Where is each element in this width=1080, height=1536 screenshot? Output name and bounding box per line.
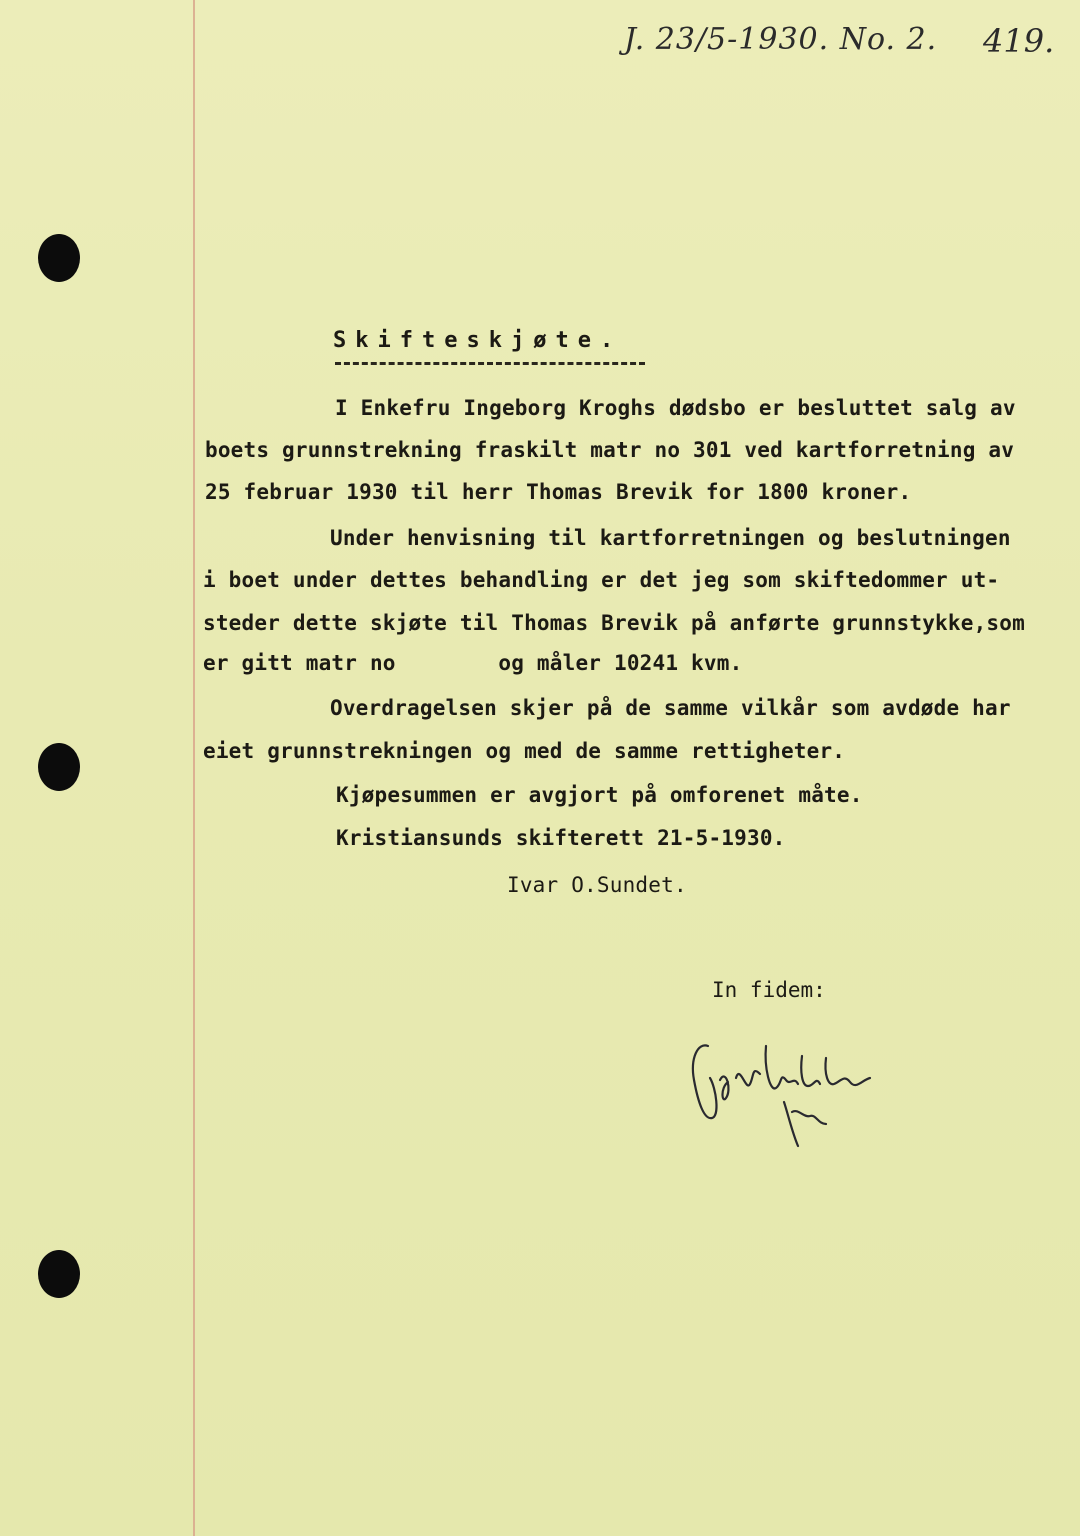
judge-signature-line: Ivar O.Sundet. [507, 873, 687, 897]
page-number: 419. [983, 22, 1055, 60]
handwritten-signature [680, 1028, 890, 1168]
text-line: i boet under dettes behandling er det jeg som skiftedommer ut- [203, 568, 1000, 592]
text-line: I Enkefru Ingeborg Kroghs dødsbo er besluttet salg av [335, 396, 1016, 420]
in-fidem-label: In fidem: [712, 978, 826, 1002]
handwritten-registration-note: J. 23/5-1930. No. 2. [624, 22, 938, 57]
text-line: eiet grunnstrekningen og med de samme rettigheter. [203, 739, 846, 763]
text-line: Kristiansunds skifterett 21-5-1930. [336, 826, 786, 850]
document-title: Skifteskjøte. [333, 328, 623, 353]
text-line: steder dette skjøte til Thomas Brevik på anførte grunnstykke,som [203, 611, 1025, 635]
title-underline [335, 362, 645, 365]
punch-hole-middle [38, 743, 80, 791]
text-line: boets grunnstrekning fraskilt matr no 301 ved kartforretning av [205, 438, 1015, 462]
text-line: Under henvisning til kartforretningen og beslutningen [330, 526, 1011, 550]
text-line: 25 februar 1930 til herr Thomas Brevik for 1800 kroner. [205, 480, 912, 504]
punch-hole-bottom [38, 1250, 80, 1298]
text-line: Kjøpesummen er avgjort på omforenet måte. [336, 783, 863, 807]
text-line: er gitt matr no og måler 10241 kvm. [203, 651, 743, 675]
margin-line [193, 0, 195, 1536]
text-line: Overdragelsen skjer på de samme vilkår som avdøde har [330, 696, 1011, 720]
punch-hole-top [38, 234, 80, 282]
